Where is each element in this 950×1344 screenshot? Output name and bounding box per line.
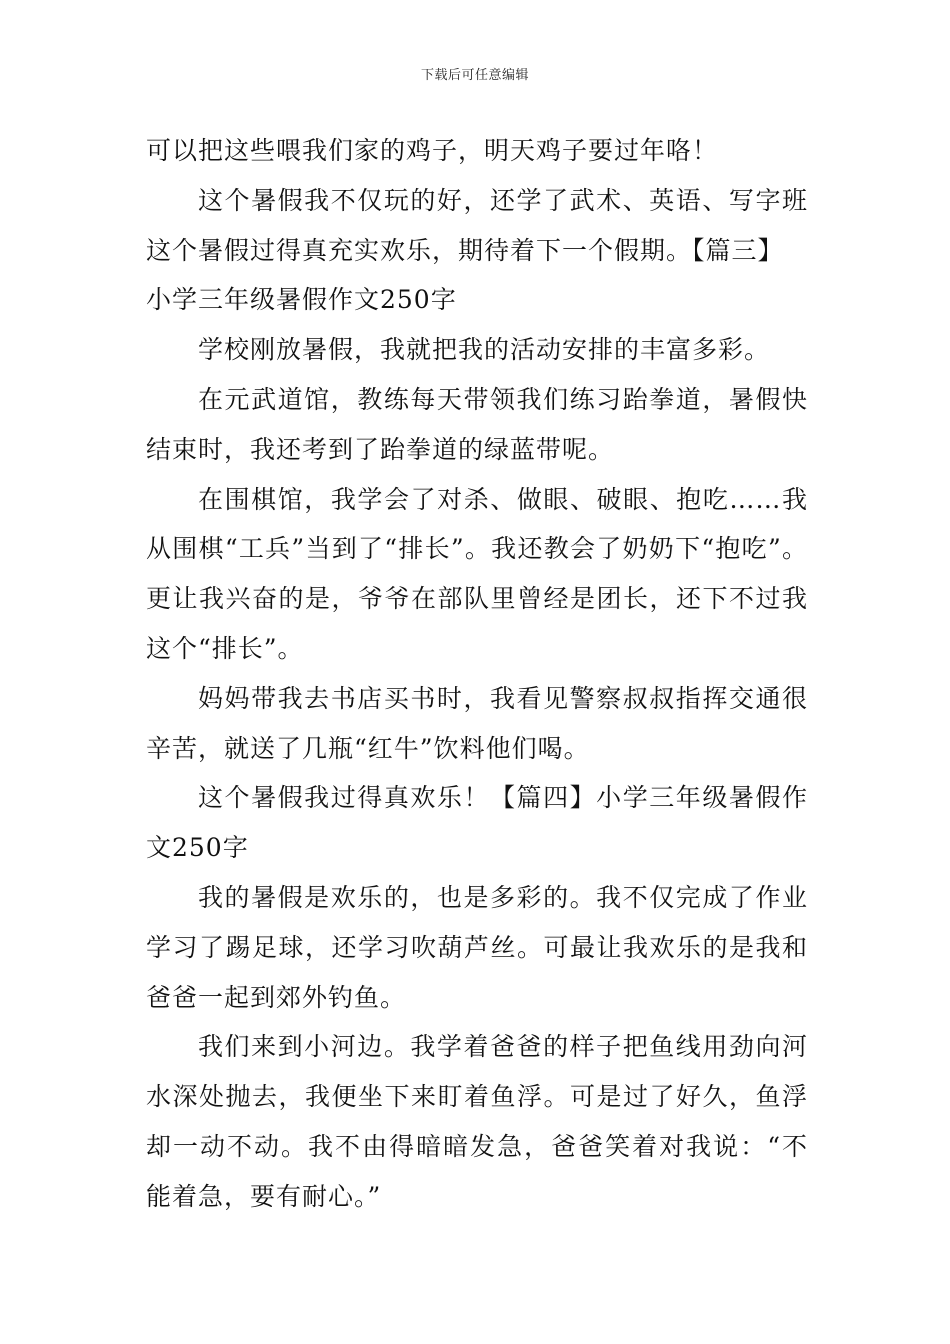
paragraph: 学校刚放暑假，我就把我的活动安排的丰富多彩。: [198, 335, 771, 365]
section-title: 小学三年级暑假作文250字: [146, 285, 457, 315]
paragraph-continuation: 可以把这些喂我们家的鸡子，明天鸡子要过年咯！: [146, 136, 719, 165]
paragraph: 在元武道馆，教练每天带领我们练习跆拳道，暑假快结束时，我还考到了跆拳道的绿蓝带呢。: [146, 384, 808, 464]
document-body: [146, 126, 808, 1222]
page-header: 下载后可任意编辑: [420, 68, 529, 83]
paragraph: 在围棋馆，我学会了对杀、做眼、破眼、抱吃……我从围棋“工兵”当到了“排长”。我还教会了奶奶下“抱吃”。更让我兴奋的是，爷爷在部队里曾经是团长，还下不过我这个“排长”。: [146, 484, 808, 663]
paragraph: 我的暑假是欢乐的，也是多彩的。我不仅完成了作业学习了踢足球，还学习吹葫芦丝。可最让我欢乐的是我和爸爸一起到郊外钓鱼。: [146, 882, 808, 1012]
paragraph: 这个暑假我过得真欢乐！【篇四】小学三年级暑假作文250字: [146, 783, 808, 863]
paragraph: 这个暑假我不仅玩的好，还学了武术、英语、写字班这个暑假过得真充实欢乐，期待着下一个假期。【篇三】: [146, 185, 808, 265]
paragraph: 妈妈带我去书店买书时，我看见警察叔叔指挥交通很辛苦，就送了几瓶“红牛”饮料他们喝。: [146, 683, 808, 763]
paragraph: 我们来到小河边。我学着爸爸的样子把鱼线用劲向河水深处抛去，我便坐下来盯着鱼浮。可是过了好久，鱼浮却一动不动。我不由得暗暗发急，爸爸笑着对我说：“不能着急，要有耐心。”: [146, 1032, 808, 1211]
